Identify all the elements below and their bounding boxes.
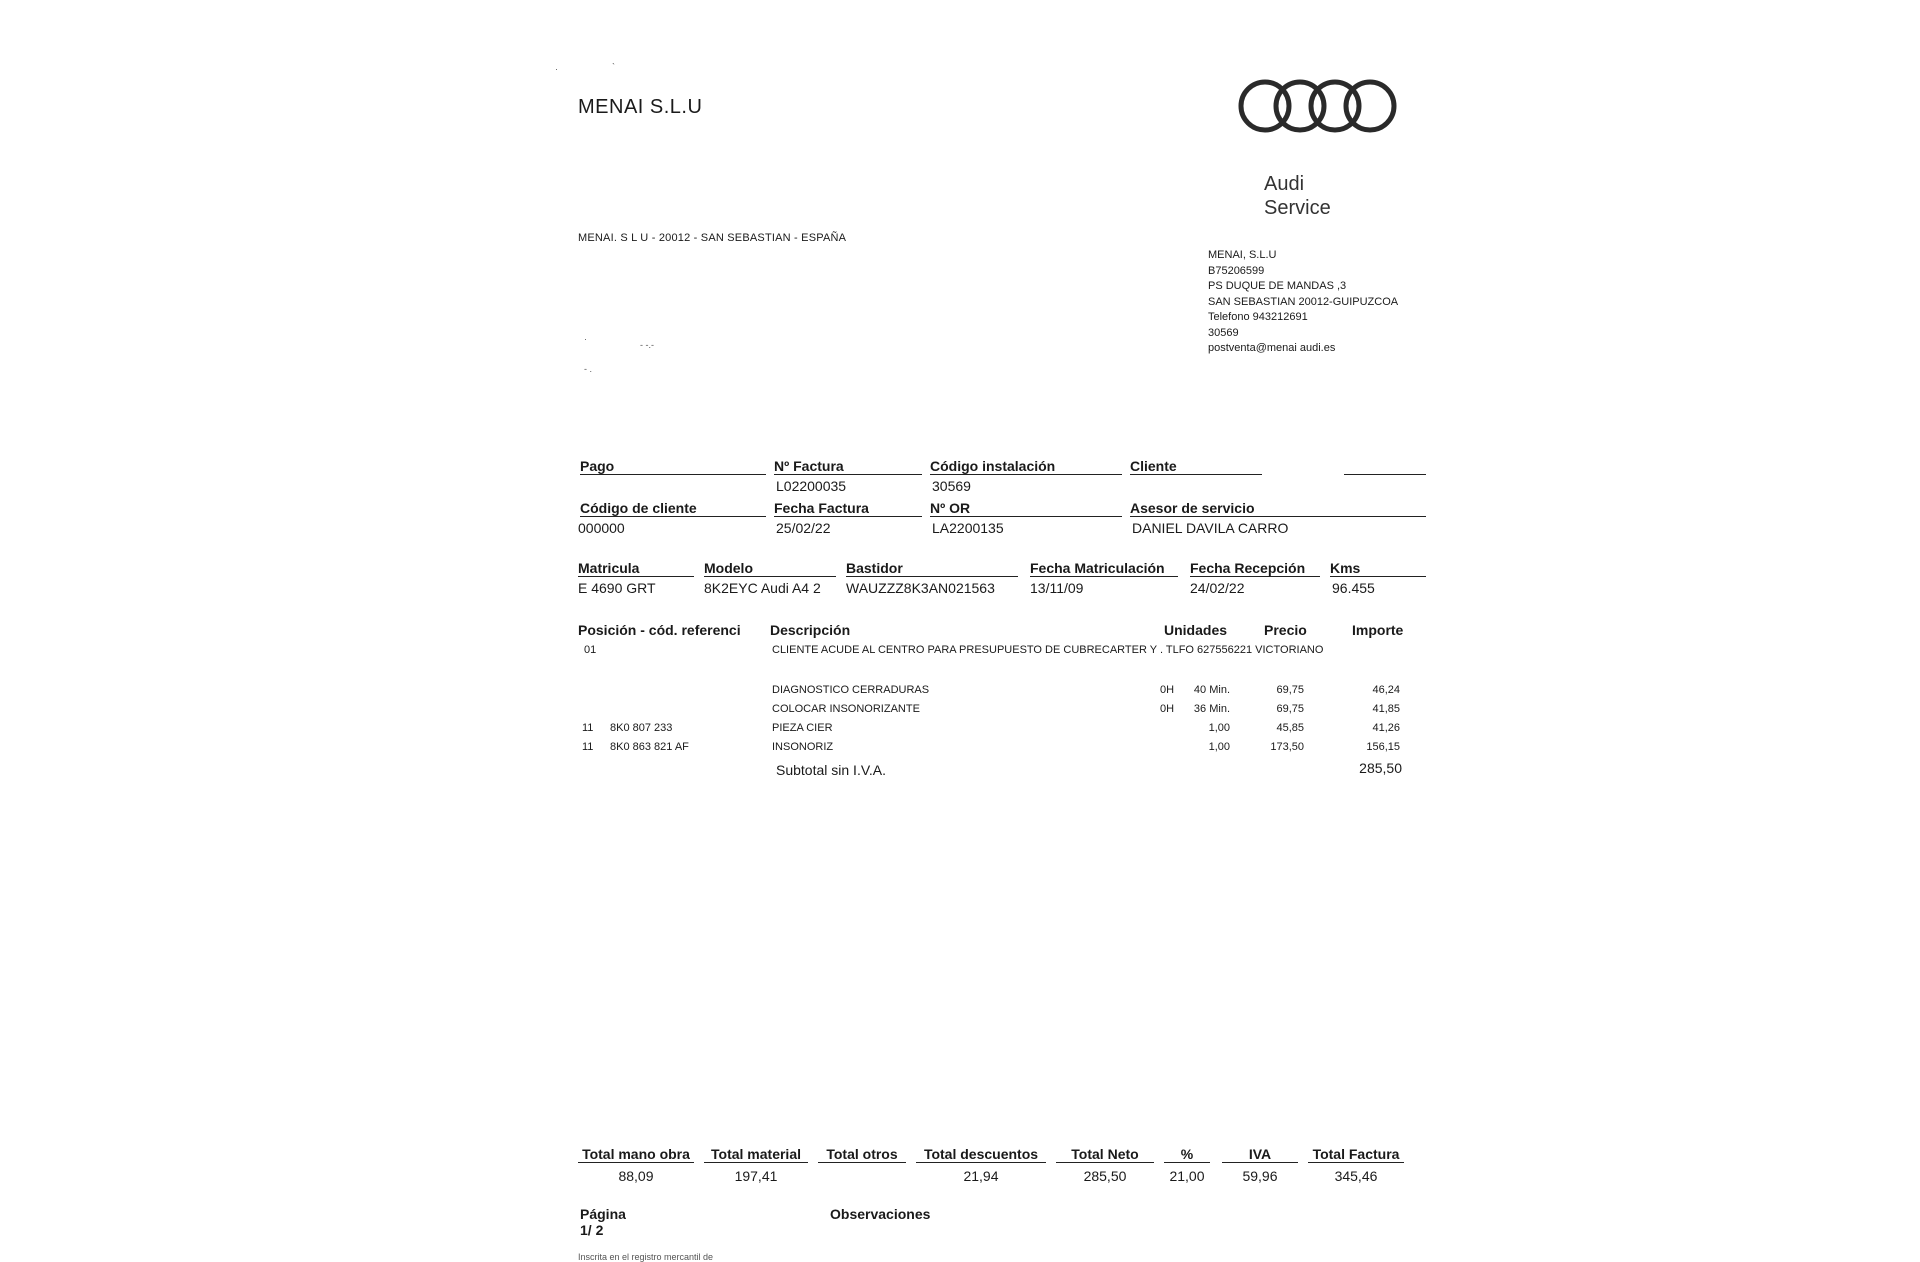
fecha-matriculacion-value: 13/11/09 [1030, 580, 1084, 596]
or-value: LA2200135 [932, 520, 1004, 536]
col-descripcion: Descripción [770, 622, 851, 638]
percent-value: 21,00 [1169, 1168, 1205, 1184]
issuer-line: B75206599 [1208, 264, 1265, 277]
total-material-label: Total material [704, 1146, 808, 1163]
line-item-description: DIAGNOSTICO CERRADURAS [772, 684, 930, 696]
scan-speck: - -.- [640, 340, 654, 350]
kms-value: 96.455 [1332, 580, 1375, 596]
iva-value: 59,96 [1242, 1168, 1278, 1184]
codigo-cliente-value: 000000 [578, 520, 625, 536]
kms-label: Kms [1330, 560, 1426, 577]
total-neto-value: 285,50 [1083, 1168, 1127, 1184]
line-item-units: 40 Min. [1193, 684, 1230, 696]
percent-label: % [1164, 1146, 1210, 1163]
subtotal-value: 285,50 [1359, 760, 1402, 776]
issuer-line: MENAI, S.L.U [1208, 249, 1277, 261]
modelo-label: Modelo [704, 560, 836, 577]
codigo-cliente-label: Código de cliente [580, 500, 766, 517]
total-descuentos-label: Total descuentos [916, 1146, 1046, 1163]
line-item-units: 1,00 [1208, 722, 1230, 734]
total-factura-value: 345,46 [1334, 1168, 1378, 1184]
total-descuentos-value: 21,94 [963, 1168, 999, 1184]
pago-label: Pago [580, 458, 766, 475]
line-item-code: 0H [1160, 703, 1175, 715]
blank-field-label [1344, 458, 1426, 475]
total-neto-label: Total Neto [1056, 1146, 1154, 1163]
issuer-line: 30569 [1208, 326, 1239, 339]
issuer-line: postventa@menai audi.es [1208, 342, 1336, 354]
line-item-position: 11 [582, 741, 594, 753]
issuer-address [1208, 248, 1398, 357]
line-item-description: INSONORIZ [772, 741, 834, 753]
issuer-line: Telefono 943212691 [1208, 311, 1308, 323]
line-item-description: COLOCAR INSONORIZANTE [772, 703, 920, 715]
line-item-price: 69,75 [1276, 684, 1304, 696]
instalacion-value: 30569 [932, 478, 971, 494]
instalacion-label: Código instalación [930, 458, 1122, 475]
line-item-description: PIEZA CIER [772, 722, 833, 734]
fecha-factura-label: Fecha Factura [774, 500, 922, 517]
asesor-label: Asesor de servicio [1130, 500, 1426, 517]
line-item-price: 45,85 [1276, 722, 1304, 734]
line-item-amount: 41,85 [1372, 703, 1400, 715]
intro-text: CLIENTE ACUDE AL CENTRO PARA PRESUPUESTO DE CUBRECARTER Y . TLFO 627556221 VICTORIANO [772, 644, 1324, 656]
sender-address-line: MENAI. S L U - 20012 - SAN SEBASTIAN - ESPAÑA [578, 232, 847, 244]
total-material-value: 197,41 [734, 1168, 778, 1184]
bastidor-value: WAUZZZ8K3AN021563 [846, 580, 995, 596]
iva-label: IVA [1222, 1146, 1298, 1163]
pagina-value: 1/ 2 [580, 1222, 604, 1238]
registry-note: Inscrita en el registro mercantil de [578, 1252, 714, 1262]
line-item-reference: 8K0 807 233 [610, 722, 673, 734]
brand-service: Service [1264, 197, 1331, 219]
factura-label: Nº Factura [774, 458, 922, 475]
bastidor-label: Bastidor [846, 560, 1018, 577]
line-item-amount: 156,15 [1366, 741, 1400, 753]
fecha-matriculacion-label: Fecha Matriculación [1030, 560, 1178, 577]
factura-value: L02200035 [776, 478, 847, 494]
matricula-value: E 4690 GRT [578, 580, 656, 596]
total-mano-obra-label: Total mano obra [578, 1146, 694, 1163]
cliente-label: Cliente [1130, 458, 1262, 475]
brand-block [1264, 172, 1331, 220]
intro-pos: 01 [584, 644, 597, 656]
line-item-reference: 8K0 863 821 AF [610, 741, 689, 753]
line-item-amount: 46,24 [1372, 684, 1400, 696]
scan-speck: ` [612, 62, 615, 72]
line-item-price: 173,50 [1270, 741, 1304, 753]
line-item-amount: 41,26 [1372, 722, 1400, 734]
col-posicion: Posición - cód. referenci [578, 622, 741, 638]
company-name: MENAI S.L.U [578, 96, 703, 118]
scan-speck: · [584, 334, 587, 344]
modelo-value: 8K2EYC Audi A4 2 [704, 580, 821, 596]
observaciones-label: Observaciones [830, 1206, 931, 1222]
fecha-recepcion-value: 24/02/22 [1190, 580, 1245, 596]
or-label: Nº OR [930, 500, 1122, 517]
line-item-price: 69,75 [1276, 703, 1304, 715]
issuer-line: PS DUQUE DE MANDAS ,3 [1208, 280, 1347, 292]
col-unidades: Unidades [1164, 622, 1228, 638]
fecha-recepcion-label: Fecha Recepción [1190, 560, 1320, 577]
pagina-label: Página [580, 1206, 626, 1222]
scan-speck: · [555, 64, 558, 74]
total-mano-obra-value: 88,09 [618, 1168, 654, 1184]
matricula-label: Matricula [578, 560, 694, 577]
col-precio: Precio [1264, 622, 1307, 638]
asesor-value: DANIEL DAVILA CARRO [1132, 520, 1289, 536]
audi-rings-logo [1235, 76, 1401, 136]
fecha-factura-value: 25/02/22 [776, 520, 831, 536]
line-item-code: 0H [1160, 684, 1175, 696]
scan-speck: - . [584, 364, 592, 374]
col-importe: Importe [1352, 622, 1404, 638]
subtotal-label: Subtotal sin I.V.A. [776, 762, 886, 778]
brand-audi: Audi [1264, 173, 1305, 195]
line-item-position: 11 [582, 722, 594, 734]
total-factura-label: Total Factura [1308, 1146, 1404, 1163]
line-item-units: 1,00 [1208, 741, 1230, 753]
line-item-units: 36 Min. [1193, 703, 1230, 715]
issuer-line: SAN SEBASTIAN 20012-GUIPUZCOA [1208, 295, 1399, 308]
total-otros-label: Total otros [818, 1146, 906, 1163]
